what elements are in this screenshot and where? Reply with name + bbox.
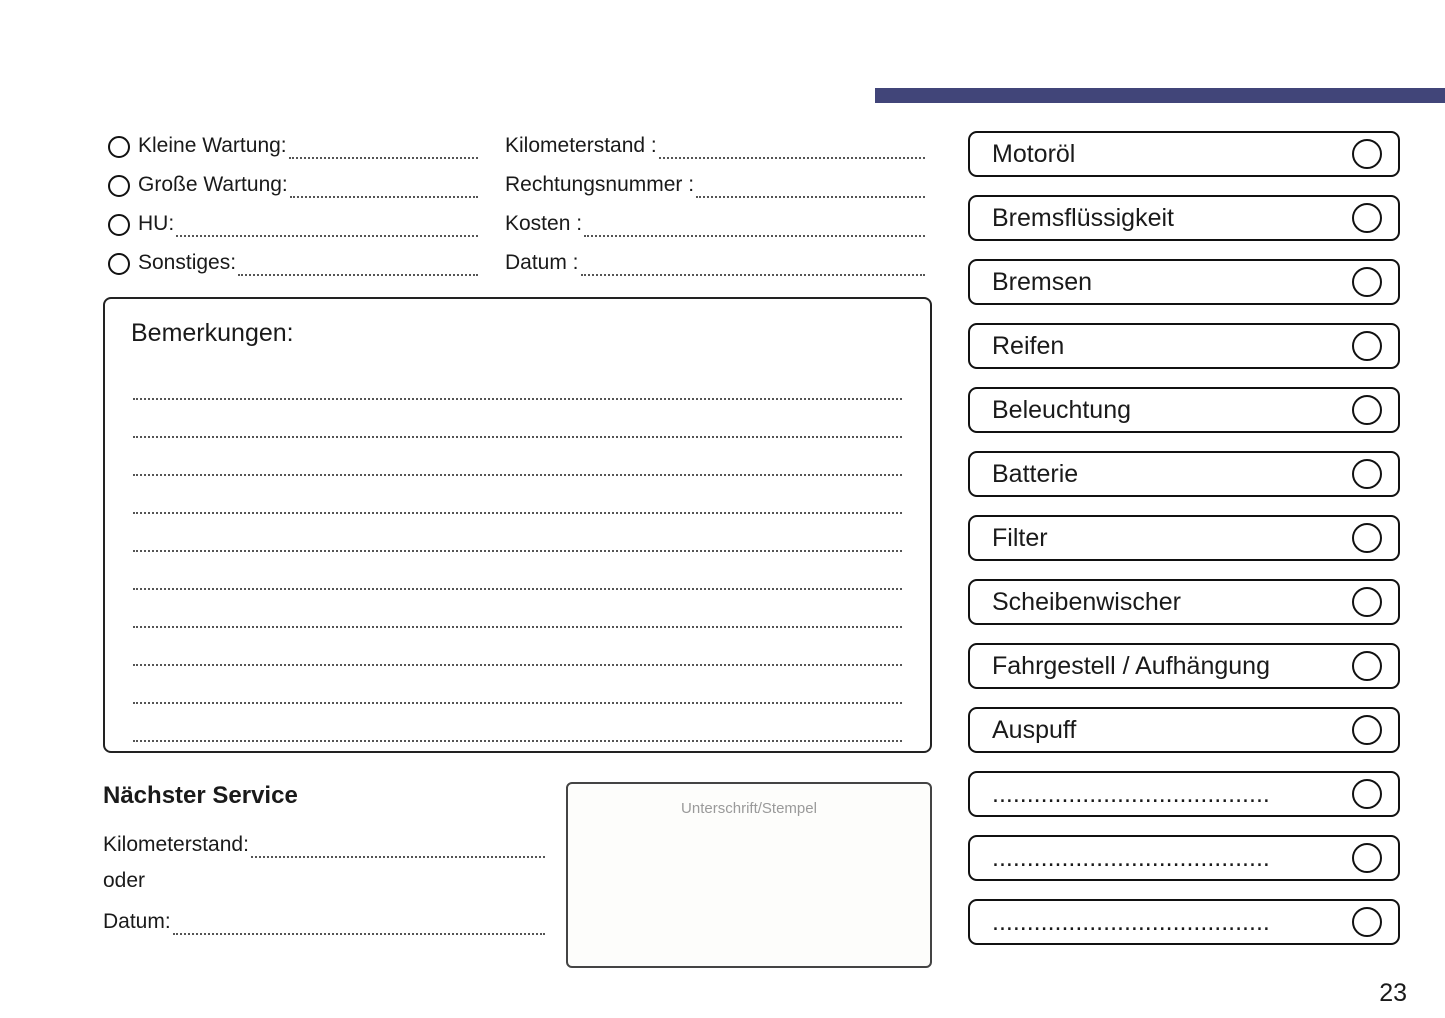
checklist-item-scheibenwischer [968,579,1400,625]
fill-line[interactable] [238,254,478,276]
fill-line[interactable] [659,137,925,159]
remark-line[interactable] [133,400,902,438]
check-circle[interactable] [1352,331,1382,361]
checklist-item-reifen [968,323,1400,369]
checklist-item-label: Batterie [992,459,1079,488]
service-detail-row [505,170,925,198]
service-type-label: HU: [138,212,175,235]
remarks-title: Bemerkungen: [131,319,294,347]
radio-hu[interactable] [108,214,130,236]
checklist-item-fahrgestell-aufhaengung [968,643,1400,689]
check-circle[interactable] [1352,523,1382,553]
checklist-item-label[interactable]: ........................................ [992,907,1270,936]
next-service-date-label: Datum: [103,910,171,933]
fill-line[interactable] [290,176,478,198]
remark-line[interactable] [133,514,902,552]
checklist-item-blank-1 [968,771,1400,817]
service-detail-row [505,248,925,276]
service-detail-label: Kosten : [505,212,583,235]
remark-line[interactable] [133,552,902,590]
fill-line[interactable] [584,215,925,237]
check-circle[interactable] [1352,267,1382,297]
checklist-item-label[interactable]: ........................................ [992,779,1270,808]
fill-line[interactable] [251,836,545,858]
radio-kleine-wartung[interactable] [108,136,130,158]
check-circle[interactable] [1352,651,1382,681]
next-service-km-label: Kilometerstand: [103,833,249,856]
fill-line[interactable] [696,176,925,198]
service-detail-label: Rechtungsnummer : [505,173,695,196]
checklist-item-label: Reifen [992,331,1065,360]
remark-line[interactable] [133,438,902,476]
remark-line[interactable] [133,628,902,666]
fill-line[interactable] [173,913,545,935]
service-type-row [108,248,478,276]
checklist-item-label: Scheibenwischer [992,587,1181,616]
service-type-label: Große Wartung: [138,173,288,196]
checklist [968,131,1400,945]
accent-bar [875,88,1445,103]
service-detail-row [505,131,925,159]
check-circle[interactable] [1352,843,1382,873]
check-circle[interactable] [1352,907,1382,937]
checklist-item-label: Beleuchtung [992,395,1132,424]
checklist-item-bremsfluessigkeit [968,195,1400,241]
service-detail-row [505,209,925,237]
remarks-box [103,297,932,753]
service-type-row [108,131,478,159]
signature-stamp-area[interactable] [566,782,932,968]
page-number: 23 [1379,979,1407,1007]
remark-line[interactable] [133,476,902,514]
fill-line[interactable] [289,137,478,159]
check-circle[interactable] [1352,715,1382,745]
check-circle[interactable] [1352,203,1382,233]
service-type-row [108,209,478,237]
check-circle[interactable] [1352,139,1382,169]
remark-line[interactable] [133,590,902,628]
checklist-item-blank-2 [968,835,1400,881]
radio-sonstiges[interactable] [108,253,130,275]
check-circle[interactable] [1352,779,1382,809]
checklist-item-label: Bremsflüssigkeit [992,203,1174,232]
checklist-item-label: Auspuff [992,715,1077,744]
checklist-item-label: Motoröl [992,139,1076,168]
checklist-item-bremsen [968,259,1400,305]
checklist-item-filter [968,515,1400,561]
checklist-item-label: Filter [992,523,1048,552]
remarks-lines [133,362,902,742]
service-type-row [108,170,478,198]
next-service-km-row [103,830,545,858]
fill-line[interactable] [176,215,478,237]
next-service-or-label: oder [103,869,146,892]
checklist-item-blank-3 [968,899,1400,945]
fill-line[interactable] [581,254,925,276]
checklist-item-label[interactable]: ........................................ [992,843,1270,872]
checklist-item-auspuff [968,707,1400,753]
next-service-date-row [103,907,545,935]
service-type-label: Kleine Wartung: [138,134,287,157]
signature-stamp-label: Unterschrift/Stempel [681,800,817,817]
radio-grosse-wartung[interactable] [108,175,130,197]
check-circle[interactable] [1352,459,1382,489]
checklist-item-beleuchtung [968,387,1400,433]
remark-line[interactable] [133,666,902,704]
service-detail-label: Kilometerstand : [505,134,657,157]
remark-line[interactable] [133,704,902,742]
checklist-item-label: Bremsen [992,267,1093,296]
check-circle[interactable] [1352,587,1382,617]
service-detail-label: Datum : [505,251,579,274]
service-type-label: Sonstiges: [138,251,237,274]
checklist-item-label: Fahrgestell / Aufhängung [992,651,1270,680]
check-circle[interactable] [1352,395,1382,425]
remark-line[interactable] [133,362,902,400]
checklist-item-motoroel [968,131,1400,177]
next-service-title: Nächster Service [103,782,298,809]
checklist-item-batterie [968,451,1400,497]
